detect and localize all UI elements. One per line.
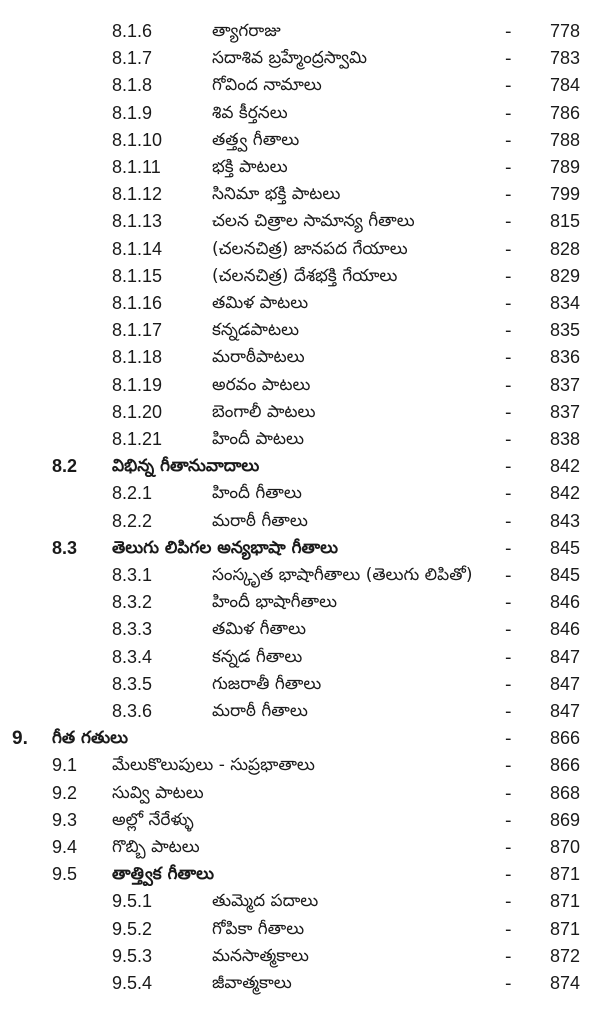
- page-number: 845: [549, 565, 580, 585]
- toc-entry: [0, 480, 600, 507]
- section-number: 9.3: [52, 809, 78, 830]
- page-number: 847: [549, 673, 580, 694]
- section-number: 8.3: [52, 537, 78, 558]
- section-title: అల్లో నేరేళ్ళు: [112, 809, 194, 830]
- section-number: 8.3.1: [112, 565, 153, 585]
- section-title: తాత్త్విక గీతాలు: [112, 864, 215, 885]
- section-number: 8.3.2: [112, 592, 153, 613]
- section-title: అరవం పాటలు: [212, 374, 311, 395]
- leader-dash: -: [505, 728, 512, 750]
- toc-entry: [0, 888, 600, 915]
- leader-dash: -: [505, 973, 512, 994]
- page-number: 829: [549, 265, 580, 286]
- page-number: 871: [549, 864, 580, 885]
- section-title: తమిళ పాటలు: [212, 293, 309, 313]
- toc-entry: [0, 236, 600, 263]
- section-number: 8.1.13: [112, 211, 163, 232]
- section-title: గోపికా గీతాలు: [212, 918, 305, 939]
- leader-dash: -: [505, 456, 512, 478]
- section-number: 9.: [12, 728, 28, 750]
- section-number: 9.5: [52, 864, 78, 885]
- toc-entry: [0, 616, 600, 643]
- toc-entry: [0, 18, 600, 45]
- section-number: 8.1.12: [112, 184, 163, 205]
- section-number: 8.1.11: [112, 157, 161, 177]
- page-number: 842: [549, 483, 580, 504]
- section-title: గుజరాతీ గీతాలు: [212, 673, 322, 694]
- section-number: 8.2.2: [112, 510, 153, 531]
- section-title: తుమ్మెద పదాలు: [212, 891, 319, 912]
- page-number: 868: [549, 782, 580, 803]
- section-number: 9.5.1: [112, 891, 153, 912]
- toc-entry: [0, 100, 600, 127]
- section-title: గొబ్బి పాటలు: [112, 837, 200, 857]
- toc-entry: [0, 698, 600, 725]
- section-title: చలన చిత్రాల సామాన్య గీతాలు: [212, 211, 415, 232]
- leader-dash: -: [505, 102, 512, 124]
- section-number: 8.1.17: [112, 320, 163, 341]
- leader-dash: -: [505, 48, 512, 70]
- page-number: 869: [549, 809, 580, 830]
- leader-dash: -: [505, 701, 512, 722]
- toc-entry: [0, 943, 600, 970]
- section-title: గీత గతులు: [52, 728, 129, 749]
- page-number: 847: [549, 701, 580, 721]
- section-title: హిందీ భాషాగీతాలు: [212, 592, 338, 613]
- leader-dash: -: [505, 265, 512, 287]
- leader-dash: -: [505, 918, 512, 940]
- section-title: తెలుగు లిపిగల అన్యభాషా గీతాలు: [112, 537, 339, 558]
- toc-entry: [0, 671, 600, 698]
- toc-entry: [0, 752, 600, 779]
- toc-entry: [0, 562, 600, 589]
- section-title: హిందీ గీతాలు: [212, 483, 302, 504]
- toc-entry: [0, 317, 600, 344]
- section-title: కన్నడ గీతాలు: [212, 646, 303, 667]
- page-number: 866: [549, 728, 580, 749]
- section-title: మేలుకొలుపులు - సుప్రభాతాలు: [112, 755, 315, 776]
- section-number: 8.1.18: [112, 347, 163, 368]
- page-number: 842: [549, 456, 580, 477]
- section-number: 9.1: [52, 755, 78, 776]
- section-title: సదాశివ బ్రహ్మేంద్రస్వామి: [212, 48, 368, 69]
- section-title: కన్నడపాటలు: [212, 320, 300, 341]
- leader-dash: -: [505, 673, 512, 695]
- toc-entry: [0, 372, 600, 399]
- toc-entry: [0, 154, 600, 181]
- leader-dash: -: [505, 782, 512, 804]
- toc-entry: [0, 453, 600, 480]
- page-number: 874: [549, 973, 580, 993]
- leader-dash: -: [505, 238, 512, 260]
- section-number: 9.5.2: [112, 918, 153, 939]
- leader-dash: -: [505, 429, 512, 450]
- leader-dash: -: [505, 864, 512, 886]
- section-title: త్యాగరాజు: [212, 21, 281, 41]
- section-number: 8.1.21: [112, 429, 163, 449]
- leader-dash: -: [505, 945, 512, 967]
- page-number: 837: [549, 374, 580, 395]
- section-title: మరాఠీ గీతాలు: [212, 701, 308, 721]
- leader-dash: -: [505, 211, 512, 233]
- leader-dash: -: [505, 129, 512, 151]
- page-number: 789: [549, 157, 580, 177]
- section-title: మరాఠీపాటలు: [212, 347, 305, 368]
- section-number: 8.3.3: [112, 619, 153, 640]
- page-number: 838: [549, 429, 580, 449]
- toc-entry: [0, 807, 600, 834]
- page-number: 788: [549, 129, 580, 150]
- page-number: 846: [549, 619, 580, 640]
- page-number: 778: [549, 21, 580, 41]
- toc-entry: [0, 644, 600, 671]
- toc-entry: [0, 780, 600, 807]
- section-number: 8.1.9: [112, 102, 153, 123]
- toc-entry: [0, 344, 600, 371]
- leader-dash: -: [505, 75, 512, 97]
- page-number: 836: [549, 347, 580, 368]
- section-title: శివ కీర్తనలు: [212, 102, 288, 123]
- page-number: 799: [549, 184, 580, 205]
- toc-entry: [0, 508, 600, 535]
- section-title: గోవింద నామాలు: [212, 75, 322, 96]
- section-title: భక్తి పాటలు: [212, 157, 288, 177]
- page-number: 845: [549, 537, 580, 558]
- section-number: 8.1.6: [112, 21, 153, 41]
- toc-entry: [0, 725, 600, 752]
- leader-dash: -: [505, 837, 512, 858]
- toc-entry: [0, 970, 600, 997]
- page-number: 871: [549, 891, 580, 912]
- section-title: సంస్కృత భాషాగీతాలు (తెలుగు లిపితో): [212, 565, 473, 585]
- toc-entry: [0, 589, 600, 616]
- page-number: 815: [549, 211, 580, 232]
- leader-dash: -: [505, 483, 512, 505]
- toc-entry: [0, 916, 600, 943]
- section-number: 8.3.5: [112, 673, 153, 694]
- leader-dash: -: [505, 592, 512, 614]
- leader-dash: -: [505, 184, 512, 206]
- leader-dash: -: [505, 619, 512, 641]
- toc-entry: [0, 208, 600, 235]
- page-number: 783: [549, 48, 580, 69]
- toc-entry: [0, 181, 600, 208]
- leader-dash: -: [505, 21, 512, 42]
- section-number: 8.3.6: [112, 701, 153, 721]
- toc-entry: [0, 834, 600, 861]
- leader-dash: -: [505, 891, 512, 913]
- leader-dash: -: [505, 565, 512, 586]
- section-title: బెంగాలీ పాటలు: [212, 401, 316, 422]
- page-number: 834: [549, 293, 580, 313]
- section-title: హిందీ పాటలు: [212, 429, 304, 449]
- page-number: 872: [549, 945, 580, 966]
- page-number: 846: [549, 592, 580, 613]
- leader-dash: -: [505, 157, 512, 178]
- section-number: 8.2.1: [112, 483, 153, 504]
- page-number: 847: [549, 646, 580, 667]
- toc-entry: [0, 861, 600, 888]
- section-title: విభిన్న గీతానువాదాలు: [112, 456, 260, 477]
- page-number: 835: [549, 320, 580, 341]
- section-number: 9.5.3: [112, 945, 153, 966]
- section-number: 8.2: [52, 456, 78, 477]
- section-number: 8.1.15: [112, 265, 163, 286]
- leader-dash: -: [505, 401, 512, 423]
- toc-entry: [0, 399, 600, 426]
- section-number: 8.1.20: [112, 401, 163, 422]
- section-title: (చలనచిత్ర) జానపద గేయాలు: [212, 238, 408, 259]
- page-number: 784: [549, 75, 580, 96]
- page-number: 843: [549, 510, 580, 531]
- section-number: 8.1.10: [112, 129, 163, 150]
- leader-dash: -: [505, 293, 512, 314]
- page-number: 866: [549, 755, 580, 776]
- leader-dash: -: [505, 347, 512, 369]
- leader-dash: -: [505, 537, 512, 559]
- leader-dash: -: [505, 646, 512, 668]
- section-number: 8.1.8: [112, 75, 153, 96]
- section-title: జీవాత్మకాలు: [212, 973, 292, 993]
- section-title: తత్త్వ గీతాలు: [212, 129, 300, 150]
- leader-dash: -: [505, 510, 512, 532]
- section-title: తమిళ గీతాలు: [212, 619, 307, 640]
- page-number: 828: [549, 238, 580, 259]
- section-title: మనసాత్మకాలు: [212, 945, 309, 966]
- toc-entry: [0, 45, 600, 72]
- section-number: 8.1.19: [112, 374, 163, 395]
- leader-dash: -: [505, 755, 512, 777]
- toc-entry: [0, 426, 600, 453]
- section-title: (చలనచిత్ర) దేశభక్తి గేయాలు: [212, 265, 398, 286]
- page-number: 837: [549, 401, 580, 422]
- section-title: సువ్వి పాటలు: [112, 782, 204, 803]
- leader-dash: -: [505, 374, 512, 396]
- section-number: 8.1.14: [112, 238, 163, 259]
- toc-entry: [0, 263, 600, 290]
- page-number: 871: [549, 918, 580, 939]
- toc-entry: [0, 127, 600, 154]
- leader-dash: -: [505, 809, 512, 831]
- section-number: 9.5.4: [112, 973, 153, 993]
- section-title: సినిమా భక్తి పాటలు: [212, 184, 341, 205]
- section-number: 9.4: [52, 837, 78, 857]
- section-number: 8.3.4: [112, 646, 153, 667]
- toc-entry: [0, 535, 600, 562]
- section-number: 8.1.7: [112, 48, 153, 69]
- toc-entry: [0, 290, 600, 317]
- leader-dash: -: [505, 320, 512, 342]
- section-number: 8.1.16: [112, 293, 163, 313]
- page-number: 870: [549, 837, 580, 857]
- section-title: మరాఠీ గీతాలు: [212, 510, 308, 531]
- page-number: 786: [549, 102, 580, 123]
- toc-entry: [0, 72, 600, 99]
- section-number: 9.2: [52, 782, 78, 803]
